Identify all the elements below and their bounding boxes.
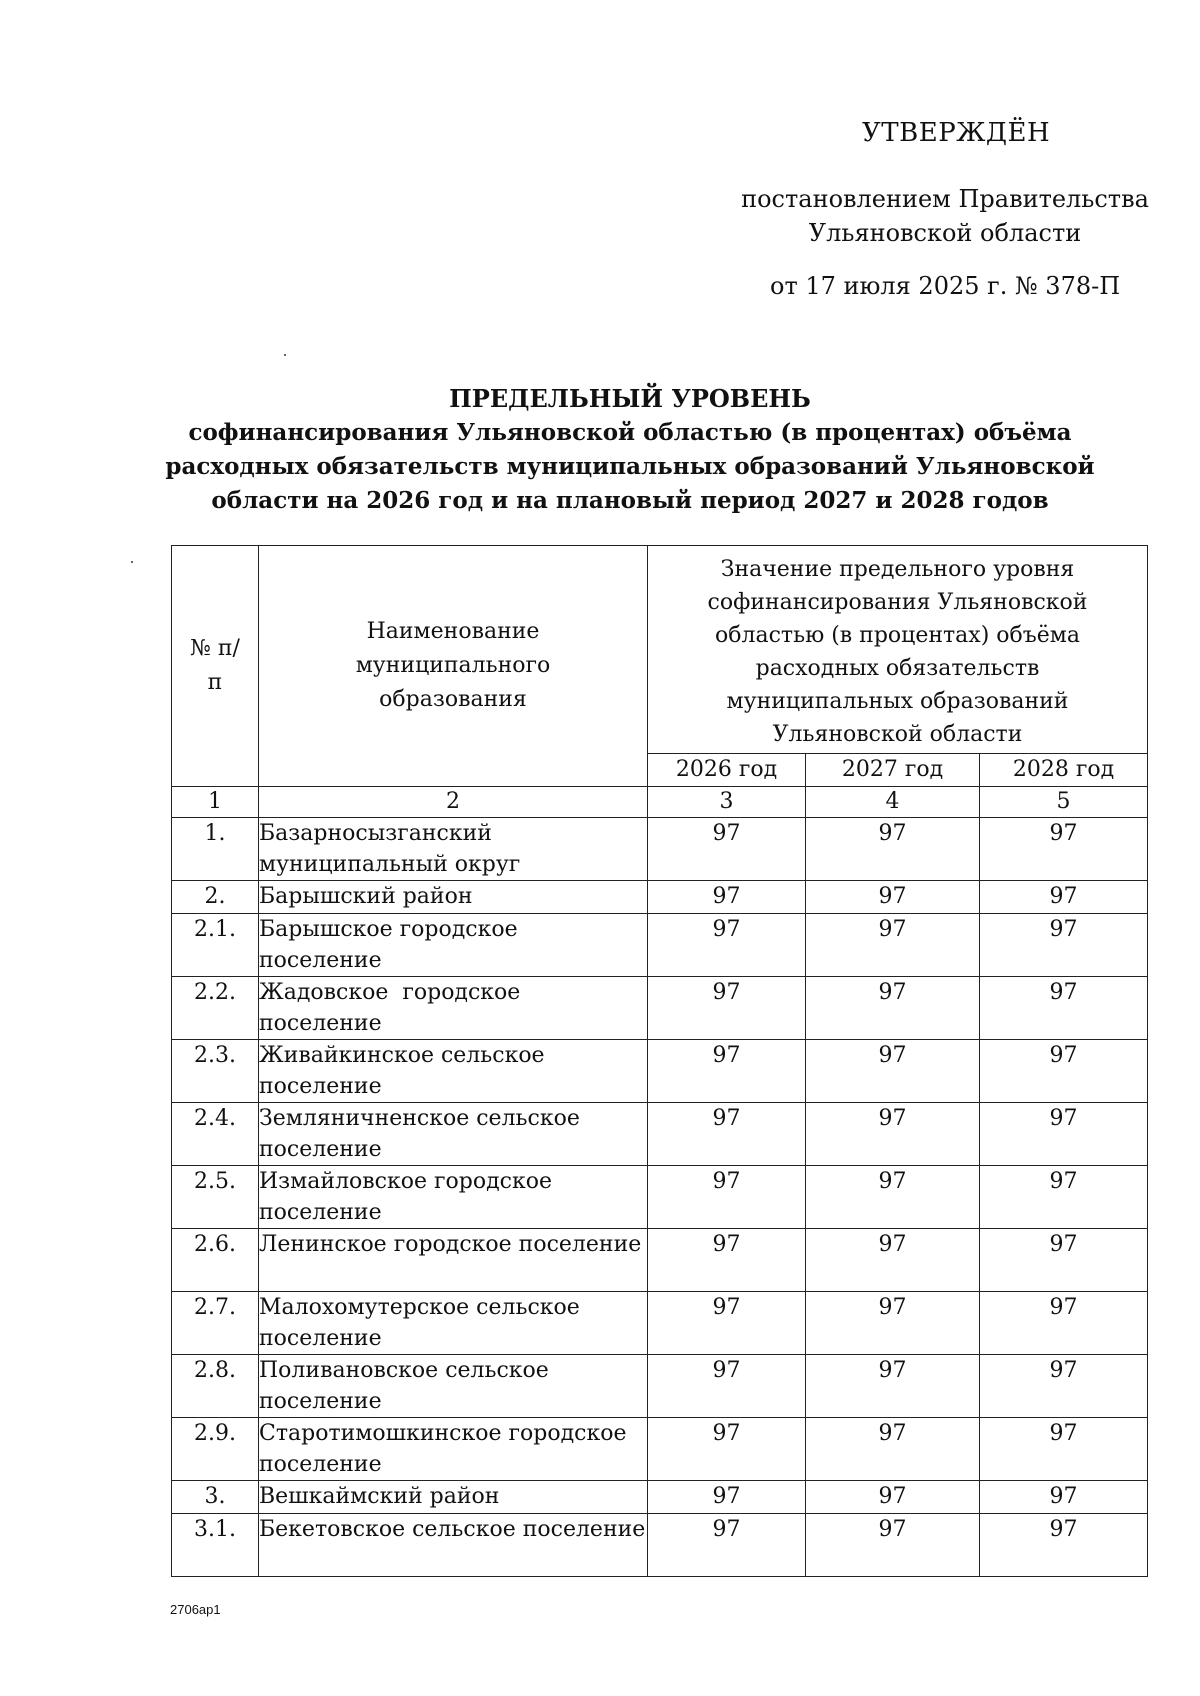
column-index: 3 <box>648 787 806 818</box>
value-2028: 97 <box>980 1418 1148 1481</box>
value-2026: 97 <box>648 1229 806 1292</box>
column-index: 5 <box>980 787 1148 818</box>
value-2028: 97 <box>980 1355 1148 1418</box>
table-row <box>172 1514 1148 1577</box>
table-row <box>172 1292 1148 1355</box>
value-2028: 97 <box>980 1229 1148 1292</box>
value-2027: 97 <box>806 1514 980 1577</box>
value-2028: 97 <box>980 818 1148 881</box>
row-number: 2.9. <box>172 1418 259 1481</box>
table-row <box>172 818 1148 881</box>
municipality-name: Жадовское городское поселение <box>259 977 648 1040</box>
decree-line: постановлением Правительства <box>741 185 1149 213</box>
value-2027: 97 <box>806 881 980 914</box>
column-header-number: № п/п <box>172 546 259 787</box>
table-row <box>172 1229 1148 1292</box>
column-index: 1 <box>172 787 259 818</box>
row-number: 1. <box>172 818 259 881</box>
row-number: 2.5. <box>172 1166 259 1229</box>
municipality-name: Вешкаймский район <box>259 1481 648 1514</box>
value-2028: 97 <box>980 1103 1148 1166</box>
table-row <box>172 977 1148 1040</box>
decree-reference <box>740 182 1150 250</box>
row-number: 2. <box>172 881 259 914</box>
title-line: софинансирования Ульяновской областью (в процентах) объёма <box>188 419 1072 446</box>
row-number: 2.8. <box>172 1355 259 1418</box>
row-number: 2.6. <box>172 1229 259 1292</box>
value-2027: 97 <box>806 1355 980 1418</box>
cofinancing-table <box>171 545 1148 1577</box>
value-2026: 97 <box>648 1103 806 1166</box>
scan-speck <box>131 561 133 563</box>
value-2026: 97 <box>648 1514 806 1577</box>
table-row <box>172 914 1148 977</box>
scan-speck <box>284 354 286 356</box>
municipality-name: Бекетовское сельское поселение <box>259 1514 648 1577</box>
value-2026: 97 <box>648 1418 806 1481</box>
value-2028: 97 <box>980 977 1148 1040</box>
value-2026: 97 <box>648 881 806 914</box>
row-number: 2.2. <box>172 977 259 1040</box>
municipality-name: Измайловское городское поселение <box>259 1166 648 1229</box>
column-header-year-2027: 2027 год <box>806 754 980 787</box>
value-2027: 97 <box>806 1103 980 1166</box>
table-row <box>172 1481 1148 1514</box>
value-2026: 97 <box>648 1166 806 1229</box>
municipality-name: Старотимошкинское городское поселение <box>259 1418 648 1481</box>
document-code: 2706ap1 <box>170 1602 221 1617</box>
municipality-name: Барышский район <box>259 881 648 914</box>
value-2028: 97 <box>980 1481 1148 1514</box>
value-2027: 97 <box>806 914 980 977</box>
column-index: 2 <box>259 787 648 818</box>
value-2028: 97 <box>980 914 1148 977</box>
table-row <box>172 881 1148 914</box>
value-2026: 97 <box>648 1040 806 1103</box>
column-index: 4 <box>806 787 980 818</box>
value-2027: 97 <box>806 1292 980 1355</box>
table-row <box>172 1103 1148 1166</box>
document-title <box>150 382 1110 518</box>
municipality-name: Живайкинское сельское поселение <box>259 1040 648 1103</box>
value-2026: 97 <box>648 977 806 1040</box>
municipality-name: Поливановское сельское поселение <box>259 1355 648 1418</box>
decree-line: Ульяновской области <box>808 219 1082 247</box>
row-number: 3.1. <box>172 1514 259 1577</box>
column-header-value: Значение предельного уровня софинансирования Ульяновской областью (в процентах) объёма расходных обязательств муниципальных образований Ульяновской области <box>648 546 1148 754</box>
column-header-name: Наименование муниципального образования <box>259 546 648 787</box>
approval-stamp-heading: УТВЕРЖДЁН <box>862 118 1051 148</box>
table-row <box>172 1166 1148 1229</box>
value-2026: 97 <box>648 1292 806 1355</box>
municipality-name: Ленинское городское поселение <box>259 1229 648 1292</box>
value-2026: 97 <box>648 1355 806 1418</box>
municipality-name: Земляничненское сельское поселение <box>259 1103 648 1166</box>
title-main: ПРЕДЕЛЬНЫЙ УРОВЕНЬ <box>449 384 811 413</box>
value-2027: 97 <box>806 1418 980 1481</box>
title-line: области на 2026 год и на плановый период 2027 и 2028 годов <box>211 487 1049 514</box>
title-line: расходных обязательств муниципальных образований Ульяновской <box>165 453 1095 480</box>
table-row <box>172 1040 1148 1103</box>
value-2027: 97 <box>806 1229 980 1292</box>
value-2027: 97 <box>806 818 980 881</box>
row-number: 3. <box>172 1481 259 1514</box>
decree-date: от 17 июля 2025 г. № 378-П <box>770 272 1121 300</box>
table-row <box>172 1355 1148 1418</box>
value-2026: 97 <box>648 914 806 977</box>
value-2028: 97 <box>980 1292 1148 1355</box>
municipality-name: Малохомутерское сельское поселение <box>259 1292 648 1355</box>
municipality-name: Базарносызганский муниципальный округ <box>259 818 648 881</box>
value-2027: 97 <box>806 1040 980 1103</box>
value-2027: 97 <box>806 1166 980 1229</box>
row-number: 2.1. <box>172 914 259 977</box>
column-header-year-2026: 2026 год <box>648 754 806 787</box>
municipality-name: Барышское городское поселение <box>259 914 648 977</box>
value-2027: 97 <box>806 1481 980 1514</box>
value-2028: 97 <box>980 881 1148 914</box>
table-row <box>172 1418 1148 1481</box>
value-2027: 97 <box>806 977 980 1040</box>
row-number: 2.3. <box>172 1040 259 1103</box>
value-2028: 97 <box>980 1166 1148 1229</box>
value-2028: 97 <box>980 1040 1148 1103</box>
value-2026: 97 <box>648 1481 806 1514</box>
value-2028: 97 <box>980 1514 1148 1577</box>
row-number: 2.7. <box>172 1292 259 1355</box>
value-2026: 97 <box>648 818 806 881</box>
row-number: 2.4. <box>172 1103 259 1166</box>
column-header-year-2028: 2028 год <box>980 754 1148 787</box>
